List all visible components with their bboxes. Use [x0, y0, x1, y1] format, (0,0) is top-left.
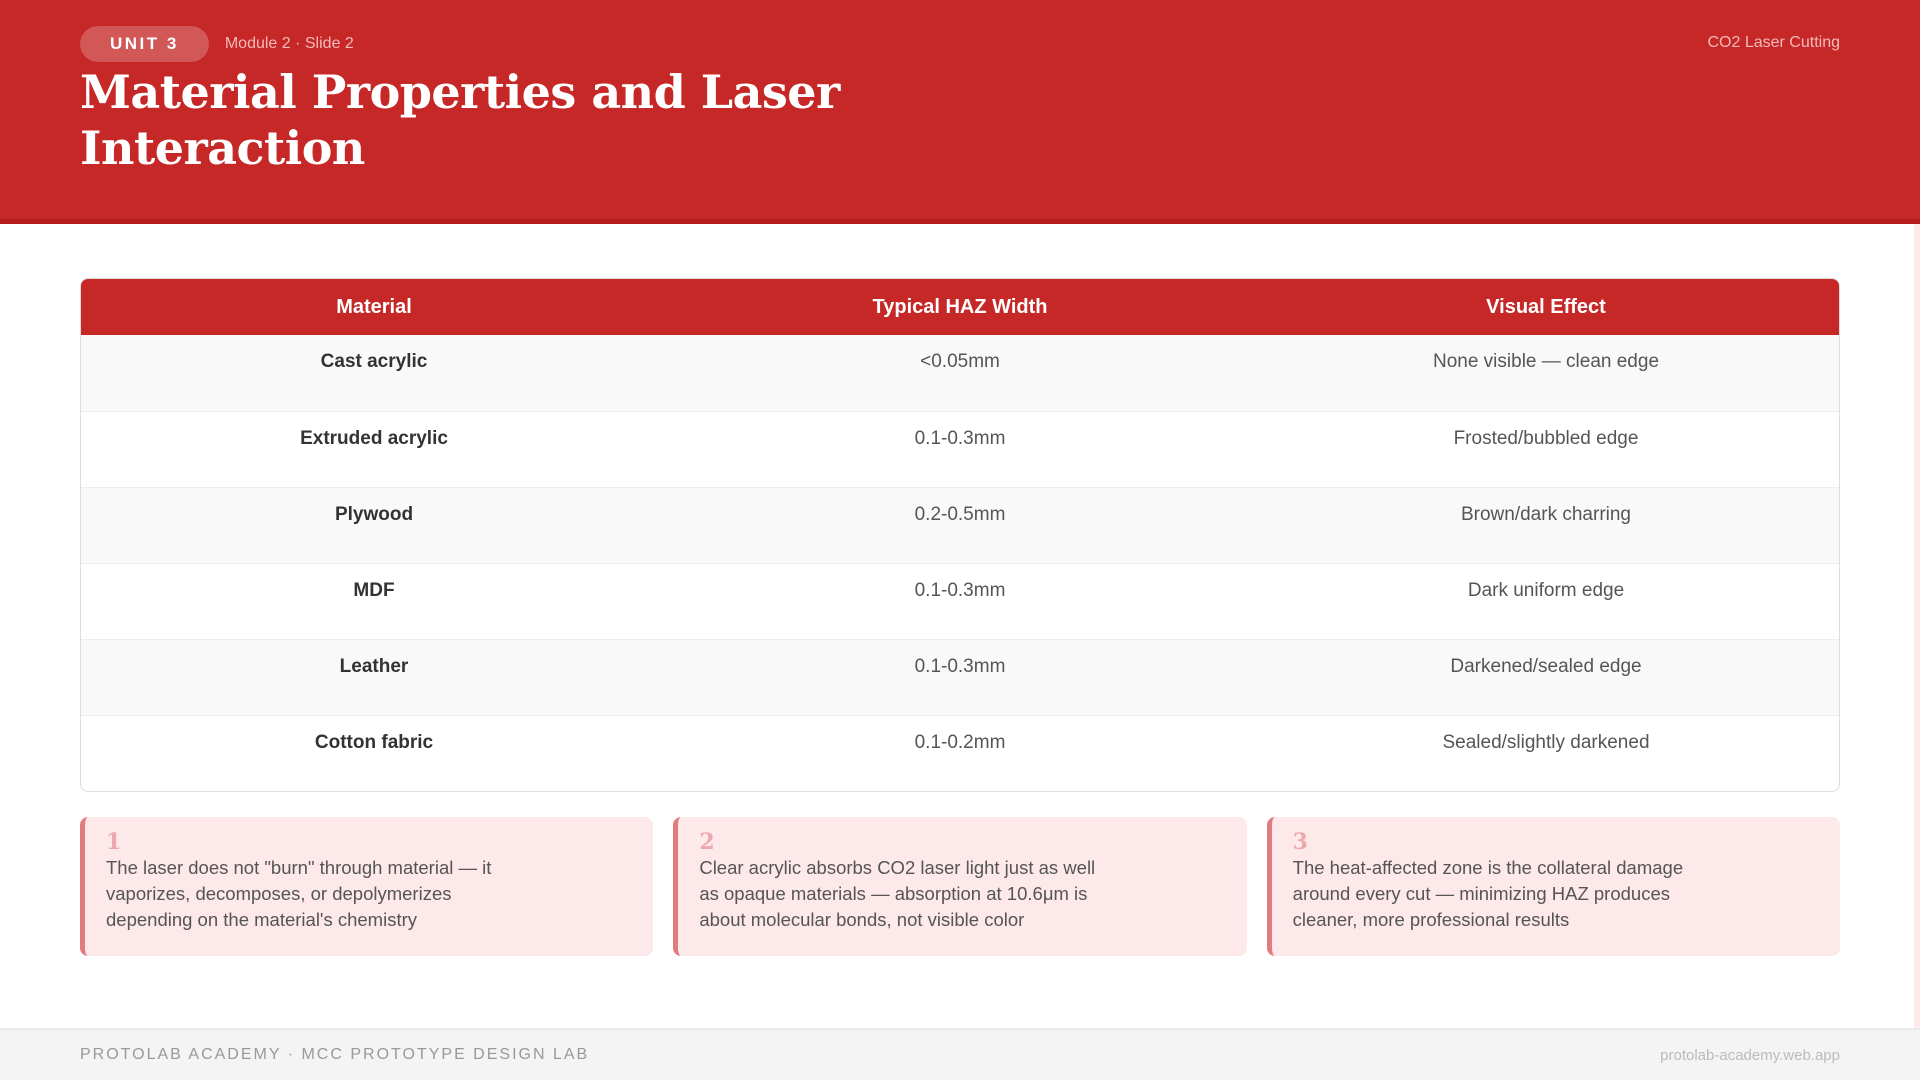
cell-material: Cotton fabric — [81, 715, 667, 791]
callout-text: The heat-affected zone is the collateral damage around every cut — minimizing HAZ produces cleaner, more professional results — [1292, 857, 1684, 930]
callout-card — [80, 817, 653, 956]
slide-footer — [0, 1028, 1920, 1080]
cell-effect: Frosted/bubbled edge — [1253, 411, 1839, 487]
column-header-material: Material — [81, 279, 667, 335]
table-row — [81, 715, 1839, 791]
cell-material: Leather — [81, 639, 667, 715]
slide-header — [0, 0, 1920, 224]
table-row — [81, 563, 1839, 639]
callout-text: Clear acrylic absorbs CO2 laser light just as well as opaque materials — absorption at 10.6μm is about molecular bonds, not visible color — [699, 857, 1096, 930]
module-slide-label: Module 2 · Slide 2 — [224, 35, 354, 52]
cell-effect: Sealed/slightly darkened — [1253, 715, 1839, 791]
callout-number: 2 — [699, 829, 715, 855]
table-row — [81, 335, 1839, 411]
cell-haz: 0.1-0.3mm — [667, 639, 1253, 715]
header-meta — [80, 26, 354, 62]
cell-material: Cast acrylic — [81, 335, 667, 411]
topic-label: CO2 Laser Cutting — [1707, 34, 1840, 51]
page-title: Material Properties and Laser Interaction — [80, 65, 840, 175]
cell-effect: Darkened/sealed edge — [1253, 639, 1839, 715]
cell-material: Plywood — [81, 487, 667, 563]
callout-number: 1 — [106, 829, 122, 855]
cell-effect: Dark uniform edge — [1253, 563, 1839, 639]
column-header-haz-width: Typical HAZ Width — [667, 279, 1253, 335]
cell-haz: 0.1-0.2mm — [667, 715, 1253, 791]
scrollbar-track[interactable] — [1914, 224, 1920, 1028]
unit-badge: UNIT 3 — [80, 26, 209, 62]
callout-text: The laser does not "burn" through material — it vaporizes, decomposes, or depolymerizes depending on the material's chemistry — [106, 857, 492, 930]
key-points — [80, 817, 1840, 956]
cell-haz: 0.1-0.3mm — [667, 563, 1253, 639]
callout-card — [1267, 817, 1840, 956]
cell-effect: Brown/dark charring — [1253, 487, 1839, 563]
cell-effect: None visible — clean edge — [1253, 335, 1839, 411]
footer-org-label: PROTOLAB ACADEMY · MCC PROTOTYPE DESIGN LAB — [80, 1046, 590, 1063]
table-row — [81, 411, 1839, 487]
cell-haz: 0.1-0.3mm — [667, 411, 1253, 487]
cell-haz: <0.05mm — [667, 335, 1253, 411]
cell-haz: 0.2-0.5mm — [667, 487, 1253, 563]
table-row — [81, 639, 1839, 715]
cell-material: Extruded acrylic — [81, 411, 667, 487]
material-table — [80, 278, 1840, 792]
footer-site-link[interactable]: protolab-academy.web.app — [1660, 1047, 1840, 1064]
table-row — [81, 487, 1839, 563]
table-header-row — [81, 279, 1839, 335]
column-header-visual-effect: Visual Effect — [1253, 279, 1839, 335]
callout-number: 3 — [1292, 829, 1308, 855]
callout-card — [673, 817, 1246, 956]
cell-material: MDF — [81, 563, 667, 639]
